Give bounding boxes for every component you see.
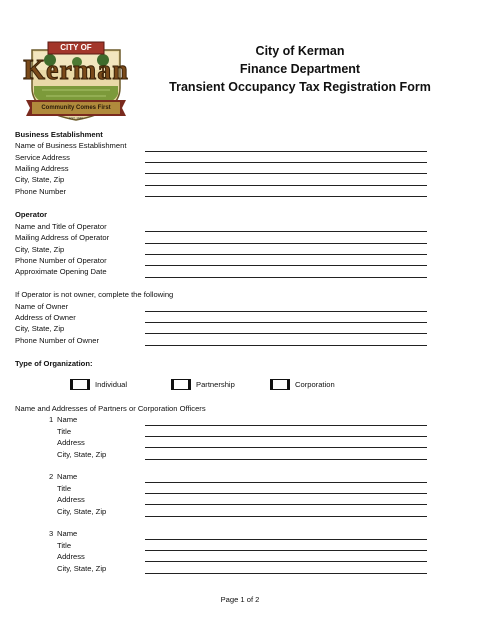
corporation-checkbox[interactable] [270,379,290,390]
operator-name-title-field[interactable] [145,231,427,232]
logo-year-text: EST. 1946 [69,116,83,120]
operator-mailing-address-field[interactable] [145,243,427,244]
partner-3-name-field[interactable] [145,539,427,540]
partner-2-number: 2 [49,472,54,481]
business-heading: Business Establishment [15,130,103,139]
owner-phone-label: Phone Number of Owner [15,336,99,345]
partner-2-address-label: Address [57,495,85,504]
header-department: Finance Department [239,62,361,76]
business-mailing-address-label: Mailing Address [15,164,69,173]
operator-city-state-zip-label: City, State, Zip [15,245,65,254]
partner-1-city-state-zip-label: City, State, Zip [57,450,107,459]
operator-opening-date-label: Approximate Opening Date [15,267,107,276]
partner-3-title-field[interactable] [145,550,427,551]
business-city-state-zip-label: City, State, Zip [15,175,65,184]
partner-1-name-label: Name [57,415,78,424]
partner-2-address-field[interactable] [145,504,427,505]
partnership-checkbox[interactable] [171,379,191,390]
page-title: Transient Occupancy Tax Registration Form [169,80,431,94]
partner-3-city-state-zip-label: City, State, Zip [57,564,107,573]
owner-name-label: Name of Owner [15,302,69,311]
operator-city-state-zip-field[interactable] [145,254,427,255]
owner-city-state-zip-label: City, State, Zip [15,324,65,333]
partner-1-address-label: Address [57,438,85,447]
business-city-state-zip-field[interactable] [145,185,427,186]
partner-2-title-field[interactable] [145,493,427,494]
operator-opening-date-field[interactable] [145,277,427,278]
header-city: City of Kerman [255,44,345,58]
partner-3-city-state-zip-field[interactable] [145,573,427,574]
partner-2-title-label: Title [57,484,72,493]
partner-1-name-field[interactable] [145,425,427,426]
partner-3-name-label: Name [57,529,78,538]
business-service-address-field[interactable] [145,162,427,163]
business-phone-label: Phone Number [15,187,67,196]
partner-2-name-field[interactable] [145,482,427,483]
logo-top-text: CITY OF [60,43,92,52]
operator-name-title-label: Name and Title of Operator [15,222,107,231]
partner-2-city-state-zip-label: City, State, Zip [57,507,107,516]
business-phone-field[interactable] [145,196,427,197]
operator-phone-field[interactable] [145,265,427,266]
individual-label: Individual [95,380,128,389]
partner-1-address-field[interactable] [145,447,427,448]
business-mailing-address-field[interactable] [145,173,427,174]
owner-address-field[interactable] [145,322,427,323]
partner-1-city-state-zip-field[interactable] [145,459,427,460]
owner-city-state-zip-field[interactable] [145,333,427,334]
partner-3-address-label: Address [57,552,85,561]
operator-mailing-address-label: Mailing Address of Operator [15,233,110,242]
business-service-address-label: Service Address [15,153,70,162]
owner-name-field[interactable] [145,311,427,312]
partner-1-title-field[interactable] [145,436,427,437]
partners-heading: Name and Addresses of Partners or Corporation Officers [15,404,206,413]
city-logo [14,40,138,122]
operator-heading: Operator [15,210,48,219]
partner-2-name-label: Name [57,472,78,481]
partner-1-title-label: Title [57,427,72,436]
partner-3-number: 3 [49,529,54,538]
partner-2-city-state-zip-field[interactable] [145,516,427,517]
corporation-label: Corporation [295,380,335,389]
partner-3-title-label: Title [57,541,72,550]
business-name-label: Name of Business Establishment [15,141,127,150]
owner-address-label: Address of Owner [15,313,76,322]
logo-ribbon-text: Community Comes First [41,105,111,111]
page-number: Page 1 of 2 [220,595,260,604]
org-type-heading: Type of Organization: [15,359,93,368]
operator-phone-label: Phone Number of Operator [15,256,107,265]
owner-heading: If Operator is not owner, complete the following [15,290,174,299]
individual-checkbox[interactable] [70,379,90,390]
business-name-field[interactable] [145,151,427,152]
partner-3-address-field[interactable] [145,561,427,562]
partnership-label: Partnership [196,380,235,389]
partner-1-number: 1 [49,415,54,424]
logo-main-text: Kerman [23,55,129,86]
owner-phone-field[interactable] [145,345,427,346]
